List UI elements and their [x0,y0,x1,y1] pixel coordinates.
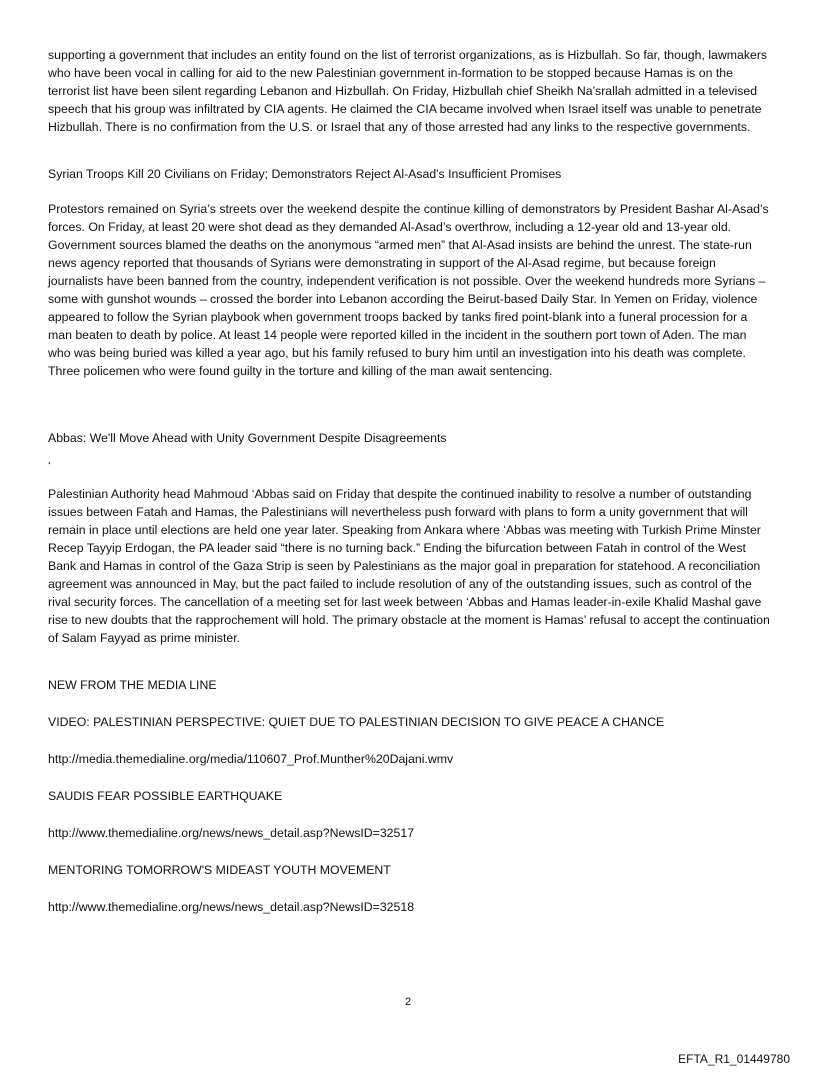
article-headline-abbas: Abbas: We'll Move Ahead with Unity Government Despite Disagreements [48,431,447,445]
article-body-syria: Protestors remained on Syria’s streets over the weekend despite the continue killing of demonstrators by President Bashar Al-Asad’s forces. On Friday, at least 20 were shot dead as they demanded Al-Asad’s overthrow, including a 12-year old and 13-year old. Government sources blamed the deaths on the anonymous “armed men” that Al-Asad insists are behind the unrest. The state-run news agency reported that thousands of Syrians were demonstrating in support of the Al-Asad regime, but because foreign journalists have been banned from the country, independent verification is not possible. Over the weekend hundreds more Syrians – some with gunshot wounds – crossed the border into Lebanon according the Beirut-based Daily Star. In Yemen on Friday, violence appeared to follow the Syrian playbook when government troops backed by tanks fired point-blank into a funeral procession for a man beaten to death by police. At least 14 people were reported killed in the incident in the southern port town of Aden. The man who was being buried was killed a year ago, but his family refused to bury him until an investigation into his death was complete. Three policemen who were found guilty in the torture and killing of the man await sentencing. [48,202,769,378]
media-item-title: VIDEO: PALESTINIAN PERSPECTIVE: QUIET DUE TO PALESTINIAN DECISION TO GIVE PEACE A CHANCE [48,715,665,729]
media-item-link[interactable]: http://www.themedialine.org/news/news_detail.asp?NewsID=32517 [48,826,415,840]
continuation-paragraph: supporting a government that includes an entity found on the list of terrorist organizations, as is Hizbullah. So far, though, lawmakers who have been vocal in calling for aid to the new Palestinian government in-formation to be stopped because Hamas is on the terrorist list have been silent regarding Lebanon and Hizbullah. On Friday, Hizbullah chief Sheikh Na’srallah admitted in a televised speech that his group was infiltrated by CIA agents. He claimed the CIA became involved when Israel itself was unable to penetrate Hizbullah. There is no confirmation from the U.S. or Israel that any of those arrested had any links to the respective governments. [48,48,768,134]
media-line-section [48,676,770,916]
media-line-title: NEW FROM THE MEDIA LINE [48,678,217,692]
media-item-link[interactable]: http://media.themedialine.org/media/110607_Prof.Munther%20Dajani.wmv [48,752,454,766]
article-body-abbas: Palestinian Authority head Mahmoud ‘Abbas said on Friday that despite the continued inability to resolve a number of outstanding issues between Fatah and Hamas, the Palestinians will nevertheless push forward with plans to form a unity government that will remain in place until elections are held one year later. Speaking from Ankara where ‘Abbas was meeting with Turkish Prime Minster Recep Tayyip Erdogan, the PA leader said “there is no turning back.” Ending the bifurcation between Fatah in control of the West Bank and Hamas in control of the Gaza Strip is seen by Palestinians as the major goal in preparation for statehood. A reconciliation agreement was announced in May, but the pact failed to include resolution of any of the outstanding issues, such as control of the rival security forces. The cancellation of a meeting set for last week between ‘Abbas and Hamas leader-in-exile Khalid Mashal gave rise to new doubts that the rapprochement will hold. The primary obstacle at the moment is Hamas’ refusal to accept the continuation of Salam Fayyad as prime minister. [48,487,770,645]
media-item-title: MENTORING TOMORROW'S MIDEAST YOUTH MOVEMENT [48,863,391,877]
article-headline-syria: Syrian Troops Kill 20 Civilians on Friday; Demonstrators Reject Al-Asad's Insufficient Promises [48,167,562,181]
media-item-title: SAUDIS FEAR POSSIBLE EARTHQUAKE [48,789,283,803]
document-page [48,46,770,916]
stray-mark: ‘ [48,459,51,473]
page-number: 2 [404,996,412,1008]
document-id: EFTA_R1_01449780 [678,1052,790,1066]
media-item-link[interactable]: http://www.themedialine.org/news/news_detail.asp?NewsID=32518 [48,900,415,914]
